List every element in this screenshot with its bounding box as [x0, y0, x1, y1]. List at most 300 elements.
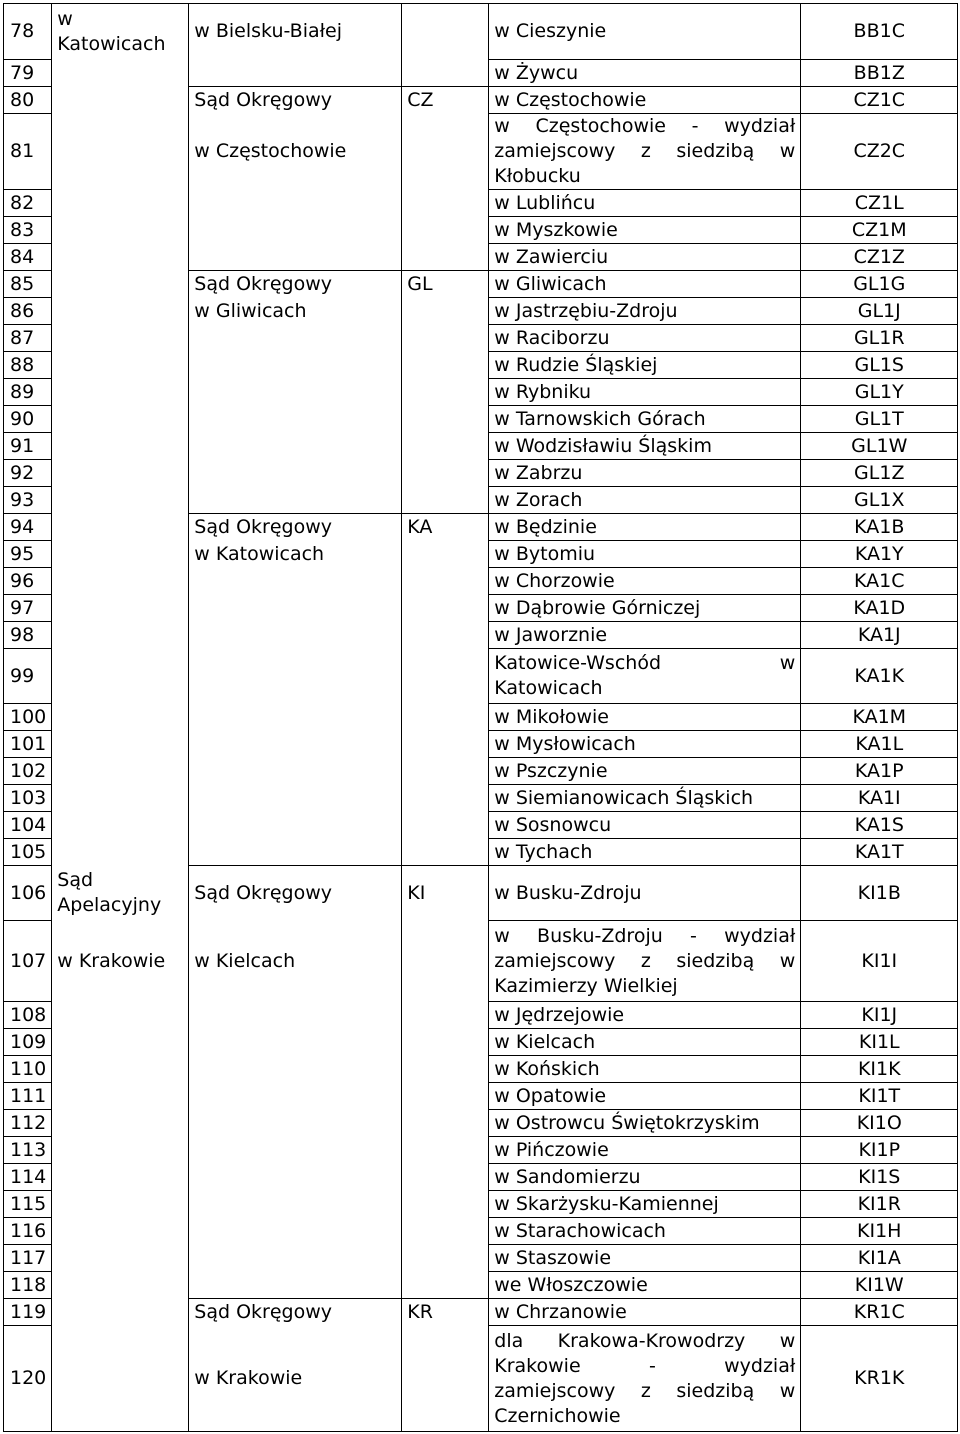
appeal-court-cell	[52, 1326, 189, 1432]
district-code-cell: KA1P	[801, 758, 958, 785]
district-code-cell: BB1C	[801, 4, 958, 60]
row-number: 114	[4, 1164, 52, 1191]
district-court-cell: w Gliwicach	[489, 271, 801, 298]
court-code-cell	[402, 839, 489, 866]
appeal-court-cell	[52, 622, 189, 649]
district-code-cell: KI1L	[801, 1029, 958, 1056]
district-court-cell: w Rybniku	[489, 379, 801, 406]
district-code-cell: KI1P	[801, 1137, 958, 1164]
row-number: 100	[4, 704, 52, 731]
regional-court-cell	[189, 785, 402, 812]
district-code-cell: GL1Z	[801, 460, 958, 487]
table-row	[4, 1083, 958, 1110]
table-row	[4, 379, 958, 406]
appeal-court-cell	[52, 541, 189, 568]
row-number: 94	[4, 514, 52, 541]
regional-court-cell	[189, 1083, 402, 1110]
row-number: 82	[4, 190, 52, 217]
regional-court-cell: w Krakowie	[189, 1326, 402, 1432]
regional-court-cell	[189, 379, 402, 406]
district-code-cell: CZ1Z	[801, 244, 958, 271]
court-code-cell	[402, 298, 489, 325]
court-code-cell	[402, 1083, 489, 1110]
regional-court-cell: w Gliwicach	[189, 298, 402, 325]
district-code-cell: KI1H	[801, 1218, 958, 1245]
court-code-cell	[402, 541, 489, 568]
table-row	[4, 298, 958, 325]
table-row	[4, 866, 958, 921]
court-code-cell: KR	[402, 1299, 489, 1326]
row-number: 113	[4, 1137, 52, 1164]
appeal-court-cell	[52, 114, 189, 190]
appeal-court-cell	[52, 217, 189, 244]
district-court-cell: w Skarżysku-Kamiennej	[489, 1191, 801, 1218]
regional-court-cell: Sąd Okręgowy	[189, 271, 402, 298]
appeal-court-cell	[52, 704, 189, 731]
court-code-cell	[402, 1326, 489, 1432]
row-number: 97	[4, 595, 52, 622]
regional-court-cell	[189, 352, 402, 379]
court-code-cell	[402, 244, 489, 271]
district-code-cell: KI1S	[801, 1164, 958, 1191]
court-code-cell	[402, 190, 489, 217]
district-court-cell: w Końskich	[489, 1056, 801, 1083]
appeal-court-cell	[52, 60, 189, 87]
appeal-court-cell	[52, 731, 189, 758]
appeal-court-cell: Sąd Apelacyjny	[52, 866, 189, 921]
table-row	[4, 595, 958, 622]
appeal-court-cell	[52, 514, 189, 541]
district-code-cell: KA1L	[801, 731, 958, 758]
district-code-cell: GL1T	[801, 406, 958, 433]
appeal-court-cell	[52, 812, 189, 839]
district-code-cell: KA1I	[801, 785, 958, 812]
appeal-court-cell	[52, 487, 189, 514]
table-row	[4, 217, 958, 244]
row-number: 110	[4, 1056, 52, 1083]
district-code-cell: GL1J	[801, 298, 958, 325]
district-code-cell: KA1B	[801, 514, 958, 541]
row-number: 99	[4, 649, 52, 704]
court-code-cell	[402, 217, 489, 244]
table-row	[4, 1056, 958, 1083]
district-court-cell: w Rudzie Śląskiej	[489, 352, 801, 379]
table-row	[4, 1002, 958, 1029]
district-court-cell: w Wodzisławiu Śląskim	[489, 433, 801, 460]
row-number: 95	[4, 541, 52, 568]
row-number: 111	[4, 1083, 52, 1110]
row-number: 88	[4, 352, 52, 379]
district-code-cell: KA1Y	[801, 541, 958, 568]
regional-court-cell	[189, 1164, 402, 1191]
row-number: 96	[4, 568, 52, 595]
regional-court-cell	[189, 1110, 402, 1137]
table-row	[4, 271, 958, 298]
district-court-cell: w Myszkowie	[489, 217, 801, 244]
regional-court-cell	[189, 1218, 402, 1245]
regional-court-cell	[189, 704, 402, 731]
table-row	[4, 1218, 958, 1245]
appeal-court-cell	[52, 325, 189, 352]
appeal-court-cell	[52, 352, 189, 379]
row-number: 115	[4, 1191, 52, 1218]
district-code-cell: KA1J	[801, 622, 958, 649]
district-code-cell: KA1M	[801, 704, 958, 731]
appeal-court-cell	[52, 839, 189, 866]
row-number: 89	[4, 379, 52, 406]
regional-court-cell	[189, 460, 402, 487]
appeal-court-cell	[52, 298, 189, 325]
row-number: 93	[4, 487, 52, 514]
court-code-cell	[402, 1029, 489, 1056]
court-code-cell	[402, 1218, 489, 1245]
court-code-cell	[402, 921, 489, 1002]
regional-court-cell: Sąd Okręgowy	[189, 514, 402, 541]
regional-court-cell	[189, 622, 402, 649]
district-code-cell: KI1R	[801, 1191, 958, 1218]
table-row	[4, 1191, 958, 1218]
row-number: 107	[4, 921, 52, 1002]
regional-court-cell: Sąd Okręgowy	[189, 87, 402, 114]
district-court-cell: w Żywcu	[489, 60, 801, 87]
regional-court-cell	[189, 839, 402, 866]
regional-court-cell: w Katowicach	[189, 541, 402, 568]
table-row	[4, 568, 958, 595]
district-court-cell: w Staszowie	[489, 1245, 801, 1272]
appeal-court-cell	[52, 406, 189, 433]
court-code-cell	[402, 649, 489, 704]
district-court-cell: w Dąbrowie Górniczej	[489, 595, 801, 622]
table-row	[4, 190, 958, 217]
table-row	[4, 541, 958, 568]
district-court-cell: w Będzinie	[489, 514, 801, 541]
appeal-court-cell	[52, 1245, 189, 1272]
table-row	[4, 1110, 958, 1137]
appeal-court-cell	[52, 1164, 189, 1191]
court-code-cell	[402, 785, 489, 812]
row-number: 79	[4, 60, 52, 87]
table-row	[4, 87, 958, 114]
district-code-cell: CZ1L	[801, 190, 958, 217]
table-row	[4, 785, 958, 812]
regional-court-cell	[189, 1245, 402, 1272]
appeal-court-cell	[52, 271, 189, 298]
district-court-cell: w Mikołowie	[489, 704, 801, 731]
regional-court-cell	[189, 433, 402, 460]
district-court-cell: w Raciborzu	[489, 325, 801, 352]
regional-court-cell	[189, 244, 402, 271]
table-row	[4, 352, 958, 379]
district-code-cell: KI1O	[801, 1110, 958, 1137]
table-row	[4, 731, 958, 758]
court-code-cell	[402, 379, 489, 406]
court-code-cell	[402, 595, 489, 622]
appeal-court-cell	[52, 1299, 189, 1326]
court-code-cell: KA	[402, 514, 489, 541]
regional-court-cell	[189, 1137, 402, 1164]
row-number: 118	[4, 1272, 52, 1299]
regional-court-cell	[189, 406, 402, 433]
court-code-cell	[402, 433, 489, 460]
district-code-cell: GL1Y	[801, 379, 958, 406]
district-code-cell: CZ2C	[801, 114, 958, 190]
row-number: 109	[4, 1029, 52, 1056]
table-row	[4, 1272, 958, 1299]
regional-court-cell: Sąd Okręgowy	[189, 1299, 402, 1326]
district-code-cell: GL1W	[801, 433, 958, 460]
regional-court-cell: w Kielcach	[189, 921, 402, 1002]
district-court-cell: w Lublińcu	[489, 190, 801, 217]
court-code-cell	[402, 1002, 489, 1029]
row-number: 106	[4, 866, 52, 921]
regional-court-cell	[189, 217, 402, 244]
district-court-cell: w Chorzowie	[489, 568, 801, 595]
regional-court-cell	[189, 325, 402, 352]
appeal-court-cell	[52, 758, 189, 785]
district-court-cell: w Kielcach	[489, 1029, 801, 1056]
district-code-cell: KI1W	[801, 1272, 958, 1299]
court-code-cell	[402, 406, 489, 433]
district-code-cell: GL1G	[801, 271, 958, 298]
row-number: 86	[4, 298, 52, 325]
district-court-cell: w Zabrzu	[489, 460, 801, 487]
district-code-cell: KA1D	[801, 595, 958, 622]
row-number: 83	[4, 217, 52, 244]
table-row	[4, 514, 958, 541]
court-code-cell	[402, 325, 489, 352]
district-court-cell: w Opatowie	[489, 1083, 801, 1110]
row-number: 112	[4, 1110, 52, 1137]
district-code-cell: GL1S	[801, 352, 958, 379]
court-code-cell	[402, 758, 489, 785]
court-code-cell	[402, 460, 489, 487]
courts-table	[3, 3, 958, 1432]
court-code-cell	[402, 568, 489, 595]
row-number: 84	[4, 244, 52, 271]
appeal-court-cell	[52, 1029, 189, 1056]
row-number: 120	[4, 1326, 52, 1432]
row-number: 116	[4, 1218, 52, 1245]
district-court-cell: w Chrzanowie	[489, 1299, 801, 1326]
regional-court-cell	[189, 487, 402, 514]
district-code-cell: GL1X	[801, 487, 958, 514]
district-code-cell: KI1J	[801, 1002, 958, 1029]
appeal-court-cell	[52, 244, 189, 271]
table-row	[4, 1326, 958, 1432]
district-court-cell: w Cieszynie	[489, 4, 801, 60]
district-court-cell: w Tychach	[489, 839, 801, 866]
regional-court-cell	[189, 190, 402, 217]
court-code-cell	[402, 1245, 489, 1272]
district-code-cell: KA1T	[801, 839, 958, 866]
table-row	[4, 244, 958, 271]
district-court-cell: w Jaworznie	[489, 622, 801, 649]
table-row	[4, 704, 958, 731]
appeal-court-cell	[52, 1056, 189, 1083]
appeal-court-cell	[52, 785, 189, 812]
district-court-cell: w Bytomiu	[489, 541, 801, 568]
district-court-cell: w Pszczynie	[489, 758, 801, 785]
district-court-cell: w Sosnowcu	[489, 812, 801, 839]
court-code-cell	[402, 704, 489, 731]
court-code-cell	[402, 1056, 489, 1083]
table-row	[4, 325, 958, 352]
appeal-court-cell: w Krakowie	[52, 921, 189, 1002]
table-row	[4, 433, 958, 460]
appeal-court-cell	[52, 1272, 189, 1299]
regional-court-cell	[189, 1272, 402, 1299]
court-code-cell	[402, 1110, 489, 1137]
district-court-cell: w Mysłowicach	[489, 731, 801, 758]
table-row	[4, 1245, 958, 1272]
row-number: 105	[4, 839, 52, 866]
row-number: 108	[4, 1002, 52, 1029]
appeal-court-cell	[52, 1002, 189, 1029]
court-code-cell: CZ	[402, 87, 489, 114]
district-court-cell: dla Krakowa-Krowodrzy w Krakowie - wydział zamiejscowy z siedzibą w Czernichowie	[489, 1326, 801, 1432]
district-code-cell: KA1S	[801, 812, 958, 839]
appeal-court-cell	[52, 1083, 189, 1110]
court-code-cell	[402, 812, 489, 839]
court-code-cell: GL	[402, 271, 489, 298]
district-court-cell: w Zorach	[489, 487, 801, 514]
regional-court-cell	[189, 1029, 402, 1056]
court-code-cell	[402, 1272, 489, 1299]
district-code-cell: KR1C	[801, 1299, 958, 1326]
regional-court-cell	[189, 60, 402, 87]
row-number: 78	[4, 4, 52, 60]
table-row	[4, 1137, 958, 1164]
district-code-cell: KA1C	[801, 568, 958, 595]
row-number: 92	[4, 460, 52, 487]
district-code-cell: BB1Z	[801, 60, 958, 87]
court-code-cell	[402, 1164, 489, 1191]
court-code-cell	[402, 487, 489, 514]
appeal-court-cell	[52, 595, 189, 622]
regional-court-cell	[189, 649, 402, 704]
regional-court-cell	[189, 731, 402, 758]
appeal-court-cell	[52, 379, 189, 406]
row-number: 101	[4, 731, 52, 758]
table-row	[4, 460, 958, 487]
district-code-cell: KA1K	[801, 649, 958, 704]
appeal-court-cell	[52, 1110, 189, 1137]
regional-court-cell	[189, 812, 402, 839]
regional-court-cell	[189, 758, 402, 785]
row-number: 119	[4, 1299, 52, 1326]
district-court-cell: w Ostrowcu Świętokrzyskim	[489, 1110, 801, 1137]
court-code-cell	[402, 1137, 489, 1164]
row-number: 98	[4, 622, 52, 649]
regional-court-cell	[189, 568, 402, 595]
regional-court-cell	[189, 1191, 402, 1218]
district-code-cell: KI1B	[801, 866, 958, 921]
district-code-cell: KI1I	[801, 921, 958, 1002]
court-code-cell	[402, 4, 489, 60]
district-court-cell: w Częstochowie - wydział zamiejscowy z siedzibą w Kłobucku	[489, 114, 801, 190]
regional-court-cell: w Bielsku-Białej	[189, 4, 402, 60]
row-number: 85	[4, 271, 52, 298]
appeal-court-cell	[52, 1218, 189, 1245]
row-number: 91	[4, 433, 52, 460]
district-code-cell: CZ1C	[801, 87, 958, 114]
regional-court-cell	[189, 595, 402, 622]
row-number: 104	[4, 812, 52, 839]
table-row	[4, 1029, 958, 1056]
row-number: 90	[4, 406, 52, 433]
table-row	[4, 114, 958, 190]
row-number: 81	[4, 114, 52, 190]
appeal-court-cell	[52, 460, 189, 487]
district-court-cell: w Starachowicach	[489, 1218, 801, 1245]
district-code-cell: KI1K	[801, 1056, 958, 1083]
district-court-cell: w Tarnowskich Górach	[489, 406, 801, 433]
row-number: 87	[4, 325, 52, 352]
district-court-cell: w Zawierciu	[489, 244, 801, 271]
appeal-court-cell	[52, 433, 189, 460]
table-row	[4, 921, 958, 1002]
district-code-cell: CZ1M	[801, 217, 958, 244]
regional-court-cell	[189, 1056, 402, 1083]
court-code-cell	[402, 622, 489, 649]
regional-court-cell: Sąd Okręgowy	[189, 866, 402, 921]
table-row	[4, 1164, 958, 1191]
court-code-cell	[402, 1191, 489, 1218]
district-court-cell: w Siemianowicach Śląskich	[489, 785, 801, 812]
regional-court-cell: w Częstochowie	[189, 114, 402, 190]
table-row	[4, 812, 958, 839]
district-court-cell: we Włoszczowie	[489, 1272, 801, 1299]
district-court-cell: w Sandomierzu	[489, 1164, 801, 1191]
appeal-court-cell: w Katowicach	[52, 4, 189, 60]
district-court-cell: Katowice-Wschód w Katowicach	[489, 649, 801, 704]
appeal-court-cell	[52, 568, 189, 595]
row-number: 103	[4, 785, 52, 812]
regional-court-cell	[189, 1002, 402, 1029]
district-court-cell: w Busku-Zdroju	[489, 866, 801, 921]
table-row	[4, 839, 958, 866]
court-code-cell	[402, 731, 489, 758]
table-row	[4, 60, 958, 87]
court-code-cell	[402, 352, 489, 379]
appeal-court-cell	[52, 649, 189, 704]
row-number: 117	[4, 1245, 52, 1272]
appeal-court-cell	[52, 1191, 189, 1218]
district-code-cell: KI1A	[801, 1245, 958, 1272]
table-row	[4, 758, 958, 785]
appeal-court-cell	[52, 190, 189, 217]
district-court-cell: w Pińczowie	[489, 1137, 801, 1164]
table-row	[4, 487, 958, 514]
table-row	[4, 1299, 958, 1326]
table-row	[4, 622, 958, 649]
court-code-cell: KI	[402, 866, 489, 921]
table-row	[4, 4, 958, 60]
district-court-cell: w Jastrzębiu-Zdroju	[489, 298, 801, 325]
table-row	[4, 406, 958, 433]
table-row	[4, 649, 958, 704]
district-court-cell: w Jędrzejowie	[489, 1002, 801, 1029]
district-code-cell: GL1R	[801, 325, 958, 352]
district-court-cell: w Częstochowie	[489, 87, 801, 114]
court-code-cell	[402, 60, 489, 87]
court-code-cell	[402, 114, 489, 190]
district-code-cell: KI1T	[801, 1083, 958, 1110]
appeal-court-cell	[52, 1137, 189, 1164]
district-court-cell: w Busku-Zdroju - wydział zamiejscowy z siedzibą w Kazimierzy Wielkiej	[489, 921, 801, 1002]
appeal-court-cell	[52, 87, 189, 114]
district-code-cell: KR1K	[801, 1326, 958, 1432]
